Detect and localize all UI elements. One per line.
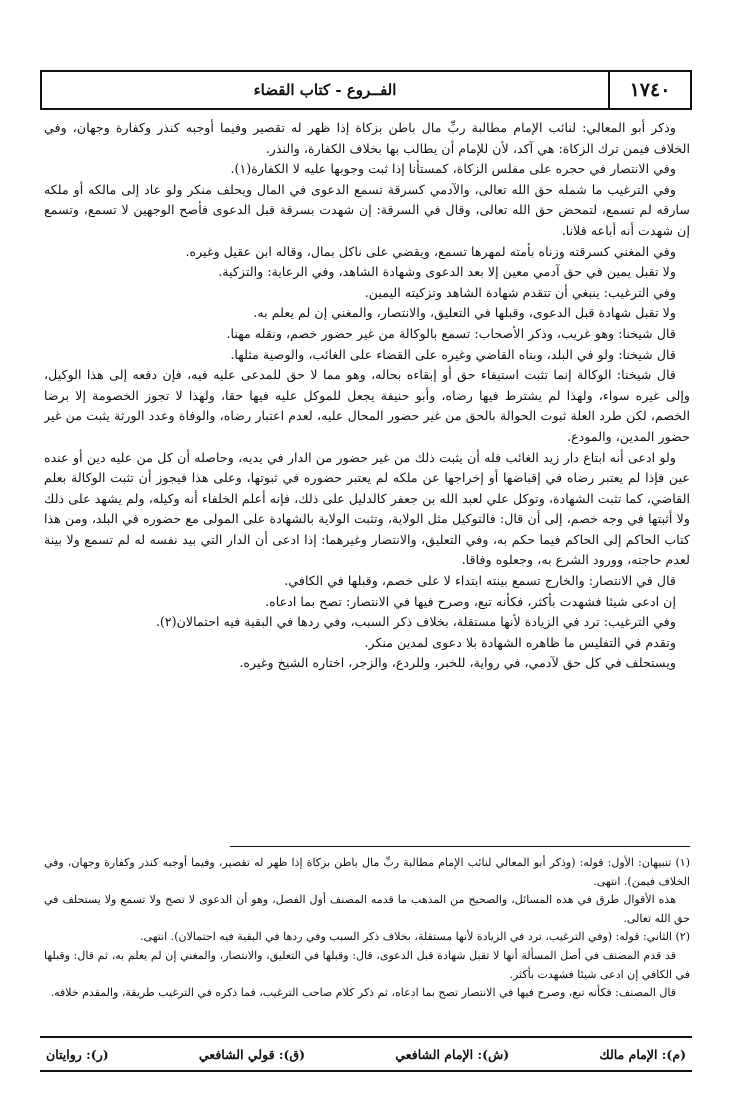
paragraph: وتقدم في التفليس ما ظاهره الشهادة بلا دعوى لمدين منكر. xyxy=(364,634,676,650)
footnote: قال المصنف: فكأنه تبع، وصرح فيها في الانتصار تصح بما ادعاه، ثم ذكر كلام صاحب الترغيب، فما ذكره في الترغيب طريقة، والمقدم خلافه. xyxy=(50,986,676,1000)
paragraph: وفي المغني كسرقته وزناه بأمته لمهرها تسمع، ويقضي على ناكل بمال، وقاله ابن عقيل وغيره. xyxy=(185,243,676,259)
footnote: هذه الأقوال طرق في هذه المسائل، والصحيح من المذهب ما قدمه المصنف أول الفصل، وهو أن الدعوى لا تصح ولا تسمع ولا يستحلف في حق الله تعالى. xyxy=(44,893,690,925)
paragraph: ويستحلف في كل حق لآدمي، في رواية، للخبر، وللردع، والزجر، اختاره الشيخ وغيره. xyxy=(239,655,676,671)
paragraph: وذكر أبو المعالي: لنائب الإمام مطالبة ربِّ مال باطن بزكاة إذا ظهر له تقصير وفيما أوجبه كنذر وكفارة وجهان، وفي الخلاف فيمن ترك الزكاة: هي آكد، لأن للإمام أن يطالب بها بخلاف الكفارة، والنذر. xyxy=(44,120,690,156)
paragraph: قال شيخنا: الوكالة إنما تثبت استيفاء حق أو إبقاءه بحاله، وهو مما لا حق للمدعى عليه فيه، فإن دفعه إلى هذا الوكيل، وإلى غيره سواء، ولهذا لم يشترط فيها رضاه، وأبو حنيفة يجعل للموكل عليه فيها حقا، ولهذا لا تجوز الخصومة إلا برضا الخصم، لكن طرد العلة ثبوت الحوالة بالحق من غير حضور المحال عليه، لعدم اعتبار رضاه، والوفاة وعدد الورثة يثبت من غير حضور المدين، والمودع. xyxy=(44,367,690,444)
paragraph: وفي الانتصار في حجره على مفلس الزكاة، كمستأنا إذا ثبت وجوبها عليه لا الكفارة(١). xyxy=(230,161,676,177)
page-number: ١٧٤٠ xyxy=(608,72,690,108)
footnotes xyxy=(44,854,690,1028)
paragraph: إن ادعى شيئا فشهدت بأكثر، فكأنه تبع، وصرح فيها في الانتصار: تصح بما ادعاه. xyxy=(265,593,676,609)
footnote: قد قدم المصنف في أصل المسألة أنها لا تقبل شهادة قبل الدعوى، قال: وقبلها في التعليق، والانتصار، والمغني إن لم يعلم به، ثم قال: وقبلها في الكافي إن ادعى شيئا فشهدت بأكثر. xyxy=(44,948,690,981)
paragraph: قال في الانتصار: والخارج تسمع بينته ابتداء لا على خصم، وقبلها في الكافي. xyxy=(284,573,676,589)
footnote: (٢) الثاني: قوله: (وفي الترغيب، ترد في الزيادة لأنها مستقلة، بخلاف ذكر السبب وفي ردها في البقية فيه احتمالان). انتهى. xyxy=(140,930,690,944)
legend-malik: (م): الإمام مالك xyxy=(599,1046,686,1062)
footnote: (١) تنبيهان: الأول: قوله: (وذكر أبو المعالي لنائب الإمام مطالبة ربِّ مال باطن بزكاة إذا ظهر له تقصير، وفيما أوجبه كنذر وكفارة وجهان، وفي الخلاف فيمن). انتهى. xyxy=(44,856,690,888)
abbreviation-legend xyxy=(40,1036,692,1072)
paragraph: قال شيخنا: وهو غريب، وذكر الأصحاب: تسمع بالوكالة من غير حضور خصم، ونقله مهنا. xyxy=(226,325,676,341)
main-text xyxy=(44,118,690,840)
paragraph: وفي الترغيب: ترد في الزيادة لأنها مستقلة، بخلاف ذكر السبب، وفي ردها في البقية فيه احتمالان(٢). xyxy=(155,614,676,630)
paragraph: ولا تقبل يمين في حق آدمي معين إلا بعد الدعوى وشهادة الشاهد، وفي الرعاية: والتزكية. xyxy=(218,264,676,280)
page-header xyxy=(40,70,692,110)
running-title: الفــروع - كتاب القضاء xyxy=(253,81,397,99)
paragraph: وفي الترغيب: ينبغي أن تتقدم شهادة الشاهد وتزكيته اليمين. xyxy=(364,284,676,300)
legend-two-narrations: (ر): روايتان xyxy=(46,1046,109,1062)
footnote-divider xyxy=(230,846,690,847)
legend-shafii-two-opinions: (ق): قولي الشافعي xyxy=(198,1046,306,1062)
paragraph: ولو ادعى أنه ابتاع دار زيد الغائب فله أن يثبت ذلك من غير حضور من الدار في يديه، وحاصله أن كل من عليه دين أو عنده عين فإذا لم يعتبر رضاه في إقباضها أو إخراجها عن ملكه لم يعتبر حضوره في ثبوتها، وعلى هذا فيجوز أن تثبت الوكالة بعلم القاضي، كما تثبت الشهادة، وتوكل علي لعبد الله بن جعفر كالدليل على ذلك، فإنه أعلم الخلفاء أنه وكيله، ولم يشهد على ذلك ولا أثبتها في وجه خصم، إلى أن قال: فالتوكيل مثل الولاية، وتثبت الولاية بالشهادة على المولى مع حضوره في البلد، ومن هذا كتاب الحاكم إلى الحاكم فيما حكم به، وفي التعليق، والانتصار وغيرهما: إذا ادعى أن الدار التي بيد نفسه له لم تسمع ولا بينة لعدم حاجته، وورود الشرع به، وجعلوه وفاقا. xyxy=(44,449,690,568)
paragraph: ولا تقبل شهادة قبل الدعوى، وقبلها في التعليق، والانتصار، والمغني إن لم يعلم به. xyxy=(253,305,676,321)
legend-shafii: (ش): الإمام الشافعي xyxy=(395,1046,510,1062)
paragraph: قال شيخنا: ولو في البلد، وبناه القاضي وغيره على القضاء على الغائب، والوصية مثلها. xyxy=(230,346,676,362)
paragraph: وفي الترغيب ما شمله حق الله تعالى، والآدمي كسرقة تسمع الدعوى في المال ويحلف منكر ولو عاد إلى مالكه أو ملكه سارقه لم تسمع، لتمحض حق الله تعالى، وقال في السرقة: إن شهدت بسرقة قبل الدعوى فأصح الوجهين لا تسمع، وتسمع إن شهدت أنه أباعه فلانا. xyxy=(44,181,690,238)
